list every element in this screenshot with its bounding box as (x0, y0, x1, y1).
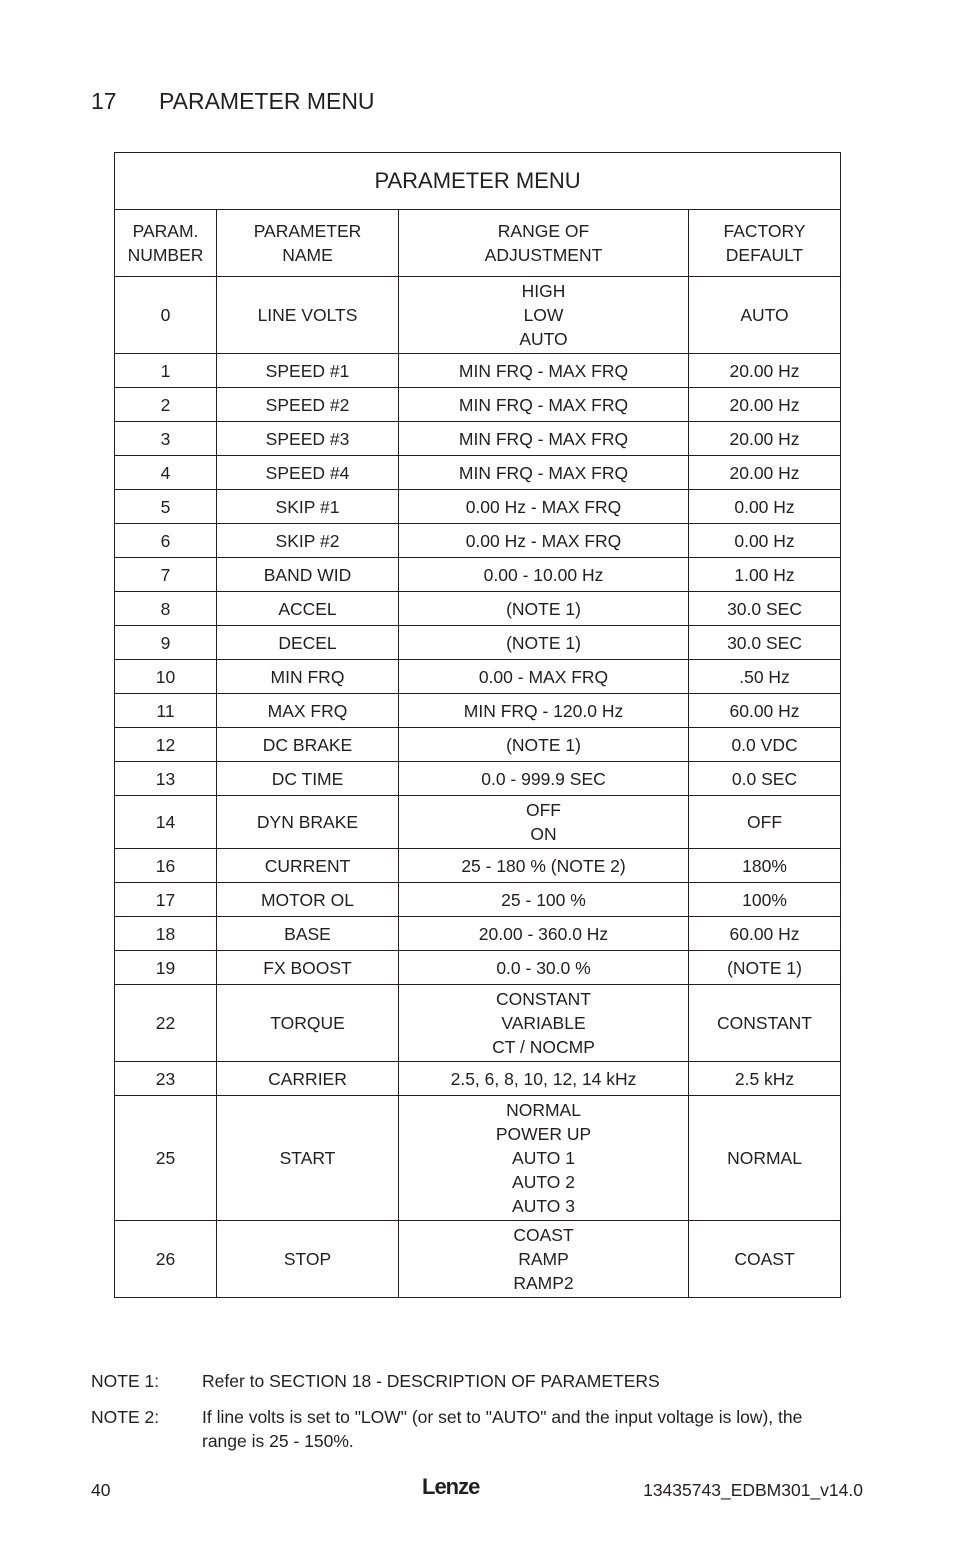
param-number-cell: 7 (115, 558, 217, 592)
param-range-cell (399, 985, 689, 1062)
param-name-cell: LINE VOLTS (217, 277, 399, 354)
param-range-cell (399, 388, 689, 422)
param-range-cell (399, 626, 689, 660)
range-line: RAMP (518, 1249, 569, 1269)
param-number-cell: 1 (115, 354, 217, 388)
range-line: CT / NOCMP (492, 1037, 595, 1057)
param-default-cell: 1.00 Hz (689, 558, 841, 592)
param-number-cell: 12 (115, 728, 217, 762)
param-number-cell: 23 (115, 1062, 217, 1096)
param-number-cell: 25 (115, 1096, 217, 1221)
table-header-row (115, 210, 841, 277)
param-name-cell: CARRIER (217, 1062, 399, 1096)
range-line: (NOTE 1) (506, 598, 581, 619)
param-default-cell: 20.00 Hz (689, 456, 841, 490)
notes (91, 1369, 851, 1465)
range-line: AUTO (519, 329, 568, 349)
range-line: 2.5, 6, 8, 10, 12, 14 kHz (450, 1068, 637, 1089)
param-default-cell: 20.00 Hz (689, 422, 841, 456)
note-text: If line volts is set to "LOW" (or set to "AUTO" and the input voltage is low), the range is 25 - 150%. (202, 1407, 803, 1451)
param-name-cell: SPEED #3 (217, 422, 399, 456)
param-name-cell: DECEL (217, 626, 399, 660)
param-number-cell: 14 (115, 796, 217, 849)
range-line: AUTO 2 (512, 1172, 575, 1192)
table-row (115, 917, 841, 951)
param-name-cell: FX BOOST (217, 951, 399, 985)
param-range-cell (399, 660, 689, 694)
lenze-logo: Lenze (422, 1474, 480, 1499)
note-2 (91, 1405, 851, 1453)
table-row (115, 388, 841, 422)
table-row (115, 883, 841, 917)
param-name-cell: SPEED #4 (217, 456, 399, 490)
table-row (115, 694, 841, 728)
range-line: 0.00 - 10.00 Hz (483, 564, 604, 585)
param-number-cell: 4 (115, 456, 217, 490)
range-line: 25 - 180 % (NOTE 2) (461, 855, 626, 876)
note-label: NOTE 1: (91, 1371, 160, 1391)
range-line: OFF (526, 800, 561, 820)
note-label: NOTE 2: (91, 1407, 160, 1427)
section-title: PARAMETER MENU (159, 88, 375, 114)
range-line: CONSTANT (496, 989, 591, 1009)
table-row (115, 490, 841, 524)
table-row (115, 728, 841, 762)
param-default-cell: .50 Hz (689, 660, 841, 694)
param-default-cell: 0.00 Hz (689, 490, 841, 524)
param-range-cell (399, 1096, 689, 1221)
param-default-cell: 0.0 SEC (689, 762, 841, 796)
param-number-cell: 17 (115, 883, 217, 917)
param-default-cell: 180% (689, 849, 841, 883)
range-line: 0.00 Hz - MAX FRQ (465, 496, 622, 517)
param-range-cell (399, 1062, 689, 1096)
table-body (115, 277, 841, 1298)
range-line: 0.00 - MAX FRQ (478, 666, 609, 687)
range-line: COAST (513, 1225, 574, 1245)
param-name-cell: MAX FRQ (217, 694, 399, 728)
note-text: Refer to SECTION 18 - DESCRIPTION OF PARAMETERS (202, 1371, 660, 1391)
param-name-cell: MOTOR OL (217, 883, 399, 917)
param-default-cell: COAST (689, 1221, 841, 1298)
table-title: PARAMETER MENU (115, 153, 841, 210)
param-number-cell: 16 (115, 849, 217, 883)
param-range-cell (399, 796, 689, 849)
param-range-cell (399, 490, 689, 524)
table-row (115, 456, 841, 490)
param-number-cell: 9 (115, 626, 217, 660)
table-row (115, 626, 841, 660)
range-line: VARIABLE (501, 1013, 586, 1033)
param-range-cell (399, 728, 689, 762)
table-row (115, 558, 841, 592)
table-row (115, 1062, 841, 1096)
param-range-cell (399, 456, 689, 490)
param-name-cell: SKIP #1 (217, 490, 399, 524)
param-default-cell: (NOTE 1) (689, 951, 841, 985)
param-default-cell: CONSTANT (689, 985, 841, 1062)
table-row (115, 762, 841, 796)
range-line: MIN FRQ - MAX FRQ (458, 428, 629, 449)
param-default-cell: 0.0 VDC (689, 728, 841, 762)
range-line: AUTO 1 (512, 1148, 575, 1168)
param-range-cell (399, 422, 689, 456)
param-range-cell (399, 592, 689, 626)
table-row (115, 951, 841, 985)
range-line: AUTO 3 (512, 1196, 575, 1216)
param-number-cell: 19 (115, 951, 217, 985)
section-heading (91, 86, 375, 116)
param-number-cell: 26 (115, 1221, 217, 1298)
param-name-cell: SKIP #2 (217, 524, 399, 558)
param-range-cell (399, 277, 689, 354)
param-default-cell: 0.00 Hz (689, 524, 841, 558)
param-number-cell: 10 (115, 660, 217, 694)
range-line: 0.00 Hz - MAX FRQ (465, 530, 622, 551)
param-name-cell: STOP (217, 1221, 399, 1298)
table-row (115, 1096, 841, 1221)
param-number-cell: 13 (115, 762, 217, 796)
param-number-cell: 8 (115, 592, 217, 626)
range-line: 20.00 - 360.0 Hz (478, 923, 609, 944)
table-row (115, 524, 841, 558)
param-range-cell (399, 917, 689, 951)
range-line: NORMAL (506, 1100, 581, 1120)
param-default-cell: 100% (689, 883, 841, 917)
param-range-cell (399, 558, 689, 592)
param-range-cell (399, 1221, 689, 1298)
param-name-cell: DC BRAKE (217, 728, 399, 762)
header-param-number: PARAM. NUMBER (115, 210, 217, 277)
range-line: MIN FRQ - MAX FRQ (458, 360, 629, 381)
header-parameter-name: PARAMETER NAME (217, 210, 399, 277)
range-line: (NOTE 1) (506, 632, 581, 653)
range-line: HIGH (521, 281, 566, 301)
param-number-cell: 11 (115, 694, 217, 728)
param-name-cell: START (217, 1096, 399, 1221)
param-range-cell (399, 849, 689, 883)
param-number-cell: 3 (115, 422, 217, 456)
param-range-cell (399, 883, 689, 917)
param-range-cell (399, 354, 689, 388)
document-id: 13435743_EDBM301_v14.0 (643, 1480, 863, 1500)
param-default-cell: 2.5 kHz (689, 1062, 841, 1096)
param-name-cell: MIN FRQ (217, 660, 399, 694)
range-line: 0.0 - 30.0 % (496, 957, 591, 978)
param-number-cell: 5 (115, 490, 217, 524)
param-name-cell: BAND WID (217, 558, 399, 592)
param-default-cell: AUTO (689, 277, 841, 354)
param-name-cell: BASE (217, 917, 399, 951)
param-range-cell (399, 694, 689, 728)
range-line: LOW (523, 305, 564, 325)
section-number: 17 (91, 88, 117, 114)
header-factory-default: FACTORY DEFAULT (689, 210, 841, 277)
range-line: 25 - 100 % (501, 889, 586, 910)
table-row (115, 796, 841, 849)
param-default-cell: 20.00 Hz (689, 388, 841, 422)
note-1 (91, 1369, 851, 1393)
param-number-cell: 18 (115, 917, 217, 951)
param-default-cell: 60.00 Hz (689, 917, 841, 951)
param-default-cell: 30.0 SEC (689, 626, 841, 660)
range-line: (NOTE 1) (506, 734, 581, 755)
param-default-cell: NORMAL (689, 1096, 841, 1221)
param-default-cell: 60.00 Hz (689, 694, 841, 728)
param-name-cell: SPEED #1 (217, 354, 399, 388)
param-default-cell: 30.0 SEC (689, 592, 841, 626)
table-row (115, 422, 841, 456)
table-row (115, 985, 841, 1062)
param-name-cell: ACCEL (217, 592, 399, 626)
table-row (115, 592, 841, 626)
parameter-menu-table (114, 152, 841, 1298)
range-line: MIN FRQ - MAX FRQ (458, 394, 629, 415)
param-default-cell: OFF (689, 796, 841, 849)
param-name-cell: DC TIME (217, 762, 399, 796)
table-row (115, 277, 841, 354)
table-row (115, 1221, 841, 1298)
table-row (115, 849, 841, 883)
range-line: MIN FRQ - MAX FRQ (458, 462, 629, 483)
param-name-cell: DYN BRAKE (217, 796, 399, 849)
page-number: 40 (91, 1480, 111, 1500)
param-default-cell: 20.00 Hz (689, 354, 841, 388)
param-number-cell: 0 (115, 277, 217, 354)
param-range-cell (399, 524, 689, 558)
param-number-cell: 6 (115, 524, 217, 558)
range-line: ON (530, 824, 557, 844)
param-range-cell (399, 951, 689, 985)
param-name-cell: CURRENT (217, 849, 399, 883)
param-name-cell: TORQUE (217, 985, 399, 1062)
range-line: RAMP2 (513, 1273, 574, 1293)
range-line: 0.0 - 999.9 SEC (481, 768, 606, 789)
header-range-of-adjustment: RANGE OF ADJUSTMENT (399, 210, 689, 277)
param-range-cell (399, 762, 689, 796)
range-line: POWER UP (495, 1124, 592, 1144)
table-row (115, 354, 841, 388)
param-number-cell: 2 (115, 388, 217, 422)
range-line: MIN FRQ - 120.0 Hz (463, 700, 624, 721)
param-name-cell: SPEED #2 (217, 388, 399, 422)
table-row (115, 660, 841, 694)
param-number-cell: 22 (115, 985, 217, 1062)
